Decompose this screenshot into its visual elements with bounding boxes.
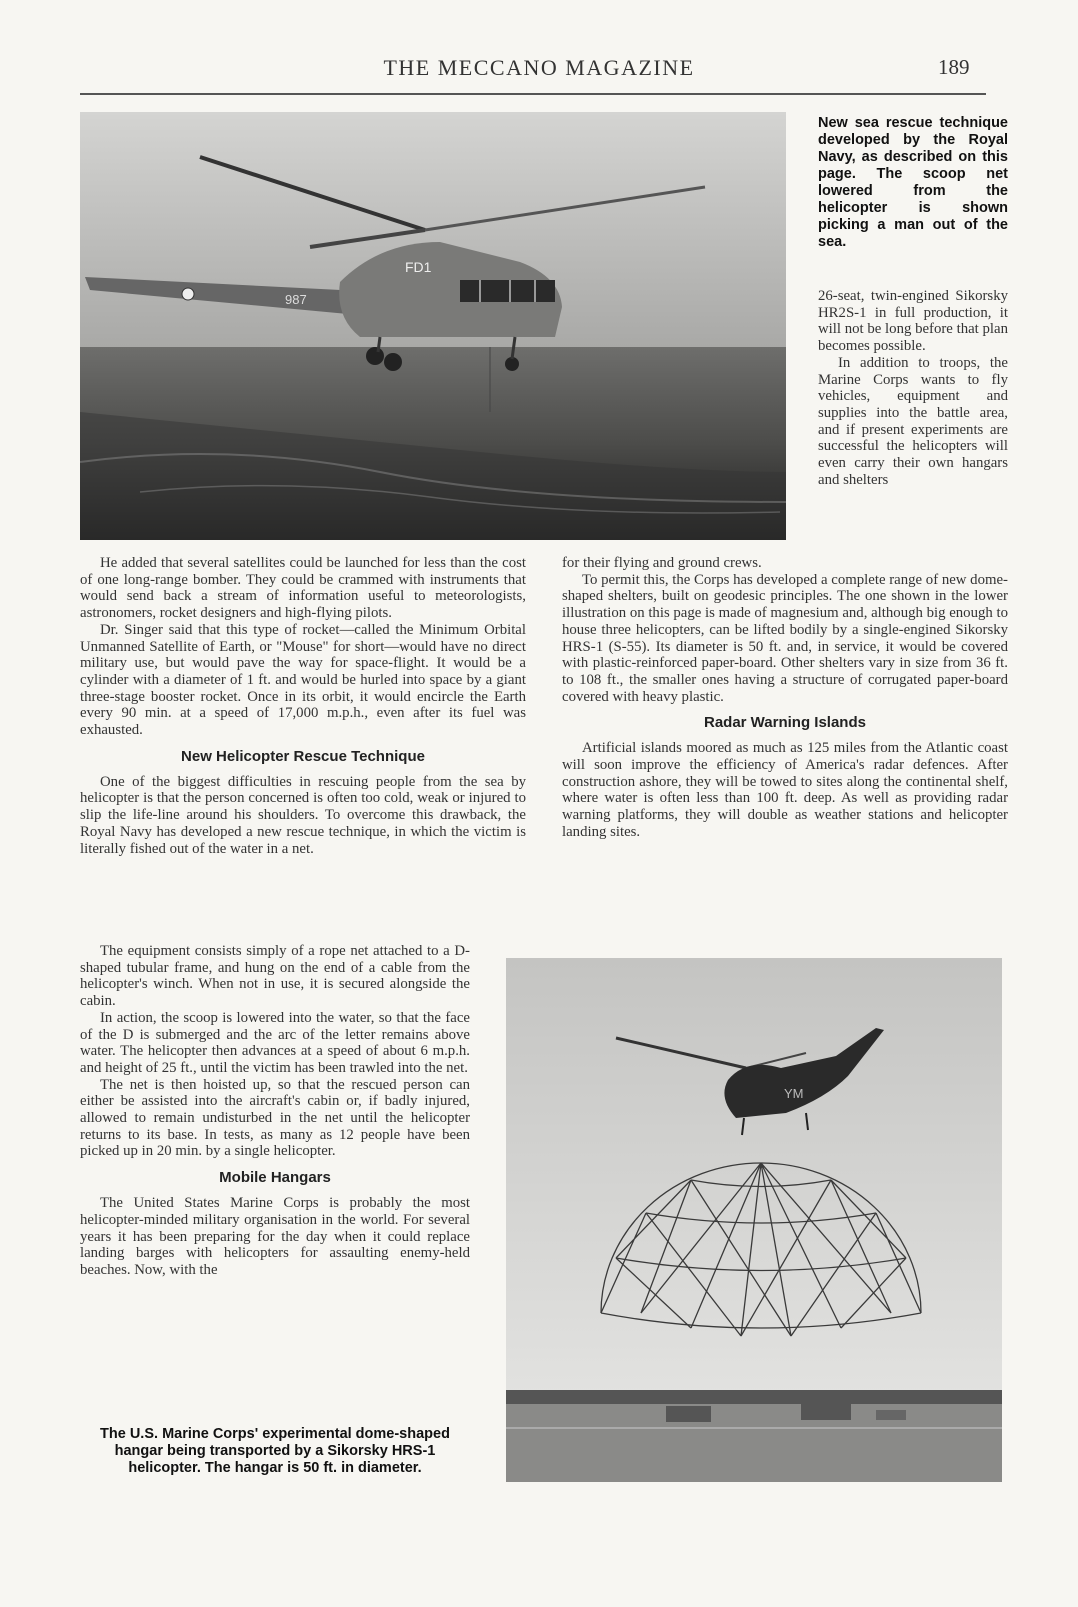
magazine-title: THE MECCANO MAGAZINE xyxy=(383,55,695,80)
section-heading-rescue: New Helicopter Rescue Technique xyxy=(181,747,425,765)
right-column-upper xyxy=(818,288,1008,488)
helicopter-marking: FD1 xyxy=(405,259,432,275)
top-helicopter-photo xyxy=(80,112,786,540)
left-column xyxy=(80,555,526,857)
left-paragraph-4: The equipment consists simply of a rope net attached to a D-shaped tubular frame, and hung on the end of a cable from the helicopter's winch. When not in use, it is secured alongside the cabin. xyxy=(80,943,470,1010)
tail-number: 987 xyxy=(285,292,307,307)
right-paragraph-2-continued: for their flying and ground crews. xyxy=(562,555,762,571)
bottom-dome-photo xyxy=(506,958,1002,1482)
section-heading-hangars: Mobile Hangars xyxy=(219,1169,331,1187)
right-column-lower xyxy=(562,555,1008,841)
right-paragraph-2: In addition to troops, the Marine Corps wants to fly vehicles, equipment and supplies into the battle area, and if present experiments are successful the helicopters will even carry their own hangars and shelters xyxy=(818,354,1008,488)
left-paragraph-5: In action, the scoop is lowered into the water, so that the face of the D is submerged and the arc of the letter remains above water. The helicopter then advances at a speed of about 6 m.p.h. and height of 25 ft., until the victim has been trawled into the net. xyxy=(80,1009,470,1076)
page-number: 189 xyxy=(938,55,970,79)
left-paragraph-3: One of the biggest difficulties in rescuing people from the sea by helicopter is that the person concerned is often too cold, weak or injured to slip the life-line around his shoulders. To overcome this drawback, the Royal Navy has developed a new rescue technique, in which the victim is literally fished out of the water in a net. xyxy=(80,773,526,857)
right-paragraph-4: Artificial islands moored as much as 125 miles from the Atlantic coast will soon improve the efficiency of America's radar defences. After construction ashore, they will be towed to sites along the continental shelf, where water is often less than 100 ft. deep. As well as providing radar warning platforms, they will double as weather stations and helicopter landing sites. xyxy=(562,740,1008,840)
bottom-photo-caption: The U.S. Marine Corps' experimental dome-shaped hangar being transported by a Sikorsky HRS-1 helicopter. The hangar is 50 ft. in diameter. xyxy=(100,1426,450,1476)
right-paragraph-3: To permit this, the Corps has developed a complete range of new dome-shaped shelters, built on geodesic principles. The one shown in the lower illustration on this page is made of magnesium and, although big enough to house three helicopters, can be lifted bodily by a single-engined Sikorsky HRS-1 (S-55). Its diameter is 50 ft. and, in service, it would be covered with plastic-reinforced paper-board. Other shelters vary in size from 36 ft. to 108 ft., the smaller ones having a structure of corrugated paper-board covered with heavy plastic. xyxy=(562,571,1008,705)
left-paragraph-1: He added that several satellites could be launched for less than the cost of one long-range bomber. They could be crammed with instruments that would send back a stream of information useful to meteorologists, astronomers, rocket designers and high-flying pilots. xyxy=(80,555,526,622)
dome-hangar-image xyxy=(506,958,1002,1482)
left-paragraph-6: The net is then hoisted up, so that the rescued person can either be assisted into the aircraft's cabin or, if badly injured, allowed to remain undisturbed in the net until the helicopter returns to its base. In tests, as many as 12 people have been picked up in 20 min. by a single helicopter. xyxy=(80,1076,470,1160)
left-paragraph-2: Dr. Singer said that this type of rocket—called the Minimum Orbital Unmanned Satellite of Earth, or "Mouse" for short—would have no direct military use, but would pave the way for space-flight. It would be a cylinder with a diameter of 1 ft. and would be hurled into space by a giant three-stage booster rocket. Once in its orbit, it would encircle the Earth every 90 min. at a speed of 17,000 m.p.h., even after its fuel was exhausted. xyxy=(80,621,526,739)
left-paragraph-7: The United States Marine Corps is probably the most helicopter-minded military organisation in the world. For several years it has been preparing for the day when it could replace landing barges with helicopters for assaulting enemy-held beaches. Now, with the xyxy=(80,1195,470,1278)
left-narrow-column xyxy=(80,943,470,1279)
dome-helicopter-marking: YM xyxy=(784,1086,804,1101)
header-rule xyxy=(80,93,986,95)
top-photo-caption: New sea rescue technique developed by the Royal Navy, as described on this page. The scoop net lowered from the helicopter is shown picking a man out of the sea. xyxy=(818,115,1008,250)
right-paragraph-1: 26-seat, twin-engined Sikorsky HR2S-1 in full production, it will not be long before that plan becomes possible. xyxy=(818,288,1008,355)
helicopter-rescue-image xyxy=(80,112,786,540)
section-heading-radar: Radar Warning Islands xyxy=(704,714,866,732)
